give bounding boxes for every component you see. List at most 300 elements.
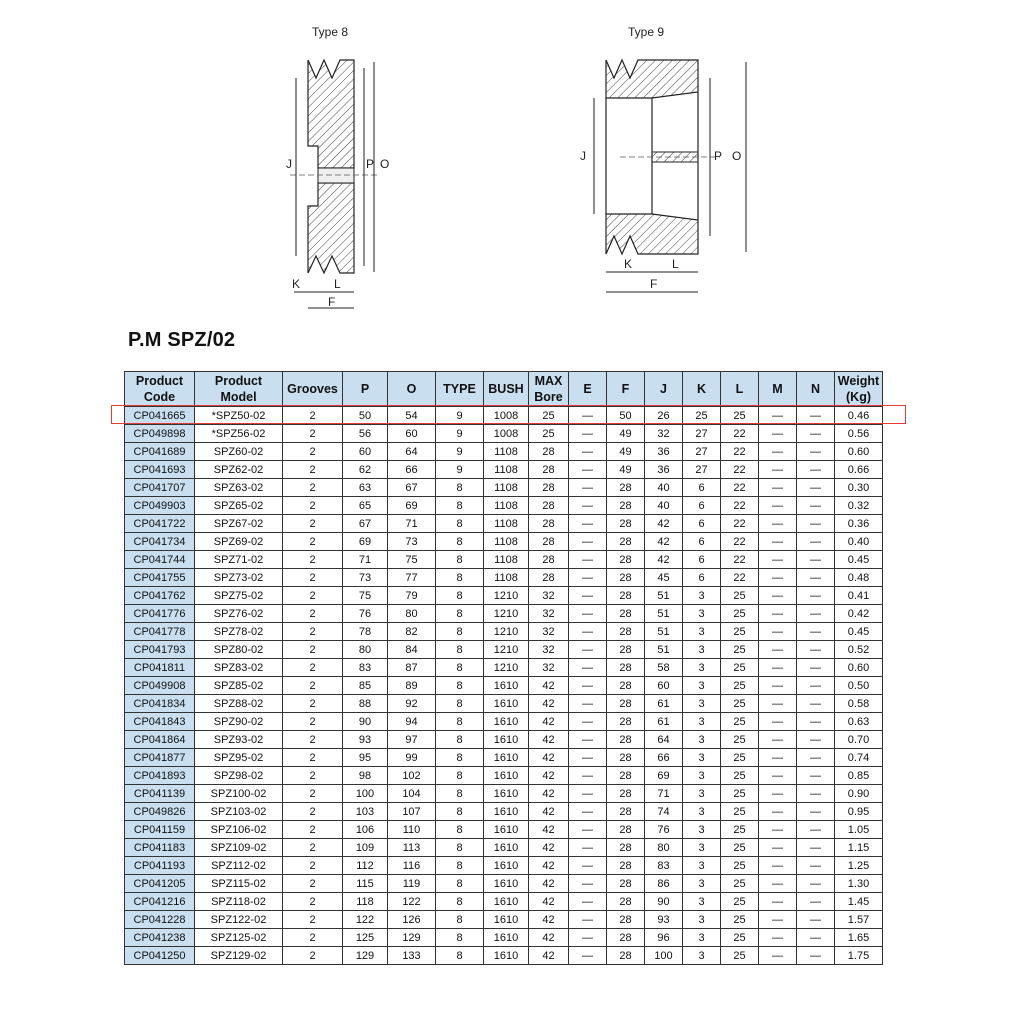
table-cell: 71 <box>645 785 683 803</box>
table-cell: 63 <box>343 479 388 497</box>
table-cell: — <box>797 911 835 929</box>
table-cell: *SPZ50-02 <box>195 407 283 425</box>
type8-k-label: K <box>292 277 301 291</box>
table-cell: 25 <box>721 731 759 749</box>
table-cell: — <box>569 785 607 803</box>
table-row <box>125 641 883 659</box>
table-cell: 8 <box>436 515 484 533</box>
table-cell: 0.40 <box>835 533 883 551</box>
table-cell: — <box>569 443 607 461</box>
table-cell: 100 <box>645 947 683 965</box>
table-cell: 69 <box>645 767 683 785</box>
table-row <box>125 731 883 749</box>
table-cell: 8 <box>436 785 484 803</box>
table-cell: 8 <box>436 605 484 623</box>
table-cell: 1610 <box>484 803 529 821</box>
table-cell: 49 <box>607 425 645 443</box>
product-code-cell: CP041793 <box>125 641 195 659</box>
table-cell: 100 <box>343 785 388 803</box>
table-cell: 2 <box>283 929 343 947</box>
table-cell: 2 <box>283 479 343 497</box>
table-cell: 51 <box>645 623 683 641</box>
table-cell: 115 <box>343 875 388 893</box>
table-cell: 3 <box>683 821 721 839</box>
table-cell: 8 <box>436 659 484 677</box>
table-cell: 32 <box>645 425 683 443</box>
table-cell: 122 <box>388 893 436 911</box>
table-cell: 1610 <box>484 785 529 803</box>
table-row <box>125 767 883 785</box>
table-cell: — <box>797 605 835 623</box>
table-cell: 28 <box>607 785 645 803</box>
table-cell: 2 <box>283 569 343 587</box>
table-cell: 1108 <box>484 569 529 587</box>
table-cell: 0.63 <box>835 713 883 731</box>
table-cell: 1.65 <box>835 929 883 947</box>
table-cell: 42 <box>529 893 569 911</box>
table-cell: 22 <box>721 461 759 479</box>
column-header: TYPE <box>436 372 484 407</box>
table-cell: 42 <box>529 767 569 785</box>
table-cell: 49 <box>607 443 645 461</box>
product-code-cell: CP041216 <box>125 893 195 911</box>
table-cell: 3 <box>683 587 721 605</box>
type8-diagram <box>270 18 420 318</box>
table-cell: — <box>797 425 835 443</box>
table-cell: 0.45 <box>835 623 883 641</box>
table-cell: — <box>797 767 835 785</box>
product-code-cell: CP041205 <box>125 875 195 893</box>
type8-drawing <box>270 18 420 318</box>
table-cell: SPZ98-02 <box>195 767 283 785</box>
table-cell: 25 <box>721 659 759 677</box>
table-cell: — <box>759 641 797 659</box>
product-code-cell: CP041843 <box>125 713 195 731</box>
table-row <box>125 911 883 929</box>
table-cell: 25 <box>721 623 759 641</box>
table-cell: SPZ109-02 <box>195 839 283 857</box>
table-cell: 80 <box>645 839 683 857</box>
table-cell: 119 <box>388 875 436 893</box>
table-cell: 28 <box>607 839 645 857</box>
table-row <box>125 821 883 839</box>
table-cell: — <box>797 569 835 587</box>
table-cell: 8 <box>436 713 484 731</box>
table-cell: — <box>797 407 835 425</box>
table-cell: 1610 <box>484 911 529 929</box>
table-cell: 133 <box>388 947 436 965</box>
table-cell: 76 <box>343 605 388 623</box>
table-cell: 0.70 <box>835 731 883 749</box>
table-cell: 1108 <box>484 515 529 533</box>
table-cell: 8 <box>436 731 484 749</box>
table-cell: 8 <box>436 803 484 821</box>
table-cell: 2 <box>283 515 343 533</box>
table-cell: 1610 <box>484 947 529 965</box>
table-cell: — <box>759 947 797 965</box>
table-cell: 8 <box>436 587 484 605</box>
table-cell: 25 <box>721 749 759 767</box>
table-row <box>125 551 883 569</box>
product-code-cell: CP041778 <box>125 623 195 641</box>
table-cell: 1.30 <box>835 875 883 893</box>
table-cell: 1610 <box>484 929 529 947</box>
table-row <box>125 785 883 803</box>
table-cell: 25 <box>721 641 759 659</box>
table-cell: SPZ90-02 <box>195 713 283 731</box>
table-cell: 62 <box>343 461 388 479</box>
page-title: P.M SPZ/02 <box>128 329 236 351</box>
table-cell: 1108 <box>484 479 529 497</box>
table-cell: 45 <box>645 569 683 587</box>
product-code-cell: CP049908 <box>125 677 195 695</box>
table-cell: — <box>759 551 797 569</box>
table-cell: — <box>759 749 797 767</box>
column-header: O <box>388 372 436 407</box>
column-header: F <box>607 372 645 407</box>
column-header: E <box>569 372 607 407</box>
table-cell: 3 <box>683 785 721 803</box>
table-cell: 2 <box>283 623 343 641</box>
column-header: BUSH <box>484 372 529 407</box>
table-cell: 75 <box>388 551 436 569</box>
table-cell: 49 <box>607 461 645 479</box>
table-cell: — <box>759 569 797 587</box>
table-cell: 42 <box>529 785 569 803</box>
table-cell: 25 <box>721 587 759 605</box>
table-cell: 96 <box>645 929 683 947</box>
table-cell: 129 <box>388 929 436 947</box>
table-cell: 27 <box>683 425 721 443</box>
type8-j-label: J <box>286 157 292 171</box>
table-cell: SPZ60-02 <box>195 443 283 461</box>
table-cell: 61 <box>645 695 683 713</box>
table-cell: 1008 <box>484 425 529 443</box>
table-cell: 28 <box>529 443 569 461</box>
table-cell: 28 <box>607 911 645 929</box>
table-cell: 6 <box>683 569 721 587</box>
table-cell: — <box>569 947 607 965</box>
table-cell: 1210 <box>484 659 529 677</box>
product-code-cell: CP041159 <box>125 821 195 839</box>
product-code-cell: CP041893 <box>125 767 195 785</box>
table-cell: 8 <box>436 749 484 767</box>
table-cell: 42 <box>529 713 569 731</box>
table-row <box>125 587 883 605</box>
table-cell: 3 <box>683 893 721 911</box>
table-cell: 2 <box>283 893 343 911</box>
table-cell: — <box>759 407 797 425</box>
column-header: MAX Bore <box>529 372 569 407</box>
table-cell: SPZ85-02 <box>195 677 283 695</box>
table-cell: — <box>797 785 835 803</box>
table-cell: 1610 <box>484 749 529 767</box>
table-cell: 1108 <box>484 551 529 569</box>
table-cell: — <box>759 587 797 605</box>
table-cell: 66 <box>388 461 436 479</box>
table-cell: 28 <box>607 695 645 713</box>
product-code-cell: CP041689 <box>125 443 195 461</box>
column-header: Product Code <box>125 372 195 407</box>
table-cell: — <box>759 659 797 677</box>
type9-p-label: P <box>714 149 723 163</box>
table-header-row <box>125 372 883 407</box>
table-cell: — <box>569 587 607 605</box>
table-cell: 25 <box>721 407 759 425</box>
table-cell: 2 <box>283 947 343 965</box>
table-cell: — <box>569 623 607 641</box>
table-cell: 51 <box>645 587 683 605</box>
table-cell: 2 <box>283 875 343 893</box>
table-cell: 32 <box>529 587 569 605</box>
table-cell: 2 <box>283 821 343 839</box>
table-row <box>125 659 883 677</box>
table-cell: SPZ88-02 <box>195 695 283 713</box>
table-cell: 90 <box>645 893 683 911</box>
table-cell: 25 <box>529 407 569 425</box>
table-cell: 1610 <box>484 893 529 911</box>
product-code-cell: CP041665 <box>125 407 195 425</box>
column-header: Weight (Kg) <box>835 372 883 407</box>
table-cell: 8 <box>436 533 484 551</box>
table-cell: 50 <box>607 407 645 425</box>
table-cell: 1.25 <box>835 857 883 875</box>
table-cell: — <box>759 623 797 641</box>
table-cell: 0.45 <box>835 551 883 569</box>
table-cell: 3 <box>683 731 721 749</box>
table-cell: 1210 <box>484 623 529 641</box>
table-cell: 28 <box>607 821 645 839</box>
table-cell: 71 <box>388 515 436 533</box>
table-row <box>125 929 883 947</box>
column-header: M <box>759 372 797 407</box>
table-cell: 67 <box>388 479 436 497</box>
table-cell: 1610 <box>484 677 529 695</box>
table-cell: — <box>569 551 607 569</box>
table-cell: 8 <box>436 695 484 713</box>
table-row <box>125 479 883 497</box>
table-cell: — <box>759 677 797 695</box>
table-cell: 1.05 <box>835 821 883 839</box>
table-cell: SPZ93-02 <box>195 731 283 749</box>
table-cell: 28 <box>607 875 645 893</box>
table-cell: 25 <box>721 821 759 839</box>
table-cell: 82 <box>388 623 436 641</box>
table-cell: 0.36 <box>835 515 883 533</box>
table-cell: 0.66 <box>835 461 883 479</box>
table-cell: — <box>797 857 835 875</box>
table-cell: 1610 <box>484 857 529 875</box>
table-cell: 1108 <box>484 497 529 515</box>
table-row <box>125 839 883 857</box>
product-code-cell: CP041877 <box>125 749 195 767</box>
table-cell: — <box>759 929 797 947</box>
table-cell: 42 <box>529 929 569 947</box>
table-cell: — <box>797 839 835 857</box>
table-cell: 28 <box>607 551 645 569</box>
table-row <box>125 605 883 623</box>
table-cell: — <box>569 515 607 533</box>
table-cell: 3 <box>683 929 721 947</box>
table-cell: 1008 <box>484 407 529 425</box>
table-cell: 2 <box>283 695 343 713</box>
table-cell: 2 <box>283 533 343 551</box>
table-cell: 71 <box>343 551 388 569</box>
table-cell: 2 <box>283 443 343 461</box>
table-cell: — <box>569 641 607 659</box>
table-cell: 93 <box>343 731 388 749</box>
table-cell: 58 <box>645 659 683 677</box>
table-row <box>125 713 883 731</box>
table-cell: 25 <box>721 893 759 911</box>
table-cell: 80 <box>388 605 436 623</box>
table-row <box>125 407 883 425</box>
table-cell: — <box>569 875 607 893</box>
table-cell: 110 <box>388 821 436 839</box>
table-cell: 28 <box>607 623 645 641</box>
table-cell: 3 <box>683 767 721 785</box>
table-cell: 78 <box>343 623 388 641</box>
table-cell: 56 <box>343 425 388 443</box>
table-cell: 0.48 <box>835 569 883 587</box>
table-cell: 36 <box>645 443 683 461</box>
table-cell: 2 <box>283 749 343 767</box>
table-cell: — <box>797 677 835 695</box>
table-cell: 75 <box>343 587 388 605</box>
table-cell: 50 <box>343 407 388 425</box>
table-cell: 1.15 <box>835 839 883 857</box>
table-row <box>125 677 883 695</box>
table-cell: 3 <box>683 677 721 695</box>
table-row <box>125 947 883 965</box>
table-cell: — <box>797 479 835 497</box>
table-cell: — <box>569 893 607 911</box>
table-cell: — <box>569 857 607 875</box>
table-cell: — <box>569 749 607 767</box>
product-code-cell: CP041707 <box>125 479 195 497</box>
column-header: K <box>683 372 721 407</box>
table-cell: — <box>759 533 797 551</box>
table-cell: SPZ95-02 <box>195 749 283 767</box>
table-cell: 27 <box>683 461 721 479</box>
table-cell: 8 <box>436 821 484 839</box>
table-cell: 92 <box>388 695 436 713</box>
table-cell: 1610 <box>484 839 529 857</box>
table-cell: 28 <box>529 533 569 551</box>
table-cell: 28 <box>529 569 569 587</box>
table-cell: — <box>569 839 607 857</box>
table-cell: 28 <box>607 533 645 551</box>
type8-p-label: P <box>366 157 375 171</box>
table-cell: 28 <box>607 749 645 767</box>
table-cell: 1108 <box>484 443 529 461</box>
table-cell: 28 <box>607 803 645 821</box>
table-cell: 0.56 <box>835 425 883 443</box>
table-cell: 69 <box>388 497 436 515</box>
table-cell: — <box>797 587 835 605</box>
table-cell: 2 <box>283 461 343 479</box>
table-cell: 25 <box>721 803 759 821</box>
table-cell: 6 <box>683 533 721 551</box>
table-cell: 22 <box>721 551 759 569</box>
table-cell: 89 <box>388 677 436 695</box>
table-cell: 8 <box>436 947 484 965</box>
table-cell: SPZ83-02 <box>195 659 283 677</box>
table-cell: 1610 <box>484 875 529 893</box>
table-cell: — <box>569 605 607 623</box>
table-cell: 0.42 <box>835 605 883 623</box>
table-cell: SPZ76-02 <box>195 605 283 623</box>
table-cell: 0.74 <box>835 749 883 767</box>
table-cell: 118 <box>343 893 388 911</box>
table-cell: 86 <box>645 875 683 893</box>
table-row <box>125 497 883 515</box>
table-row <box>125 461 883 479</box>
table-cell: 8 <box>436 857 484 875</box>
table-cell: 25 <box>721 839 759 857</box>
table-cell: — <box>797 497 835 515</box>
table-cell: 6 <box>683 515 721 533</box>
table-cell: 22 <box>721 479 759 497</box>
table-cell: 40 <box>645 479 683 497</box>
table-cell: 26 <box>645 407 683 425</box>
table-cell: SPZ106-02 <box>195 821 283 839</box>
table-cell: SPZ112-02 <box>195 857 283 875</box>
table-cell: 1210 <box>484 641 529 659</box>
table-cell: 51 <box>645 641 683 659</box>
table-cell: — <box>797 443 835 461</box>
table-cell: SPZ75-02 <box>195 587 283 605</box>
table-cell: 25 <box>721 875 759 893</box>
table-cell: 93 <box>645 911 683 929</box>
table-cell: 1.75 <box>835 947 883 965</box>
table-cell: 129 <box>343 947 388 965</box>
product-code-cell: CP041193 <box>125 857 195 875</box>
table-cell: 2 <box>283 713 343 731</box>
table-cell: 36 <box>645 461 683 479</box>
type9-o-label: O <box>732 149 742 163</box>
table-cell: — <box>759 875 797 893</box>
table-cell: 3 <box>683 713 721 731</box>
table-cell: 28 <box>607 731 645 749</box>
table-cell: 42 <box>529 875 569 893</box>
table-cell: — <box>569 911 607 929</box>
table-cell: — <box>797 947 835 965</box>
table-cell: 74 <box>645 803 683 821</box>
table-cell: 8 <box>436 479 484 497</box>
table-cell: 99 <box>388 749 436 767</box>
table-cell: 27 <box>683 443 721 461</box>
table-cell: 22 <box>721 515 759 533</box>
type9-f-label: F <box>650 277 658 291</box>
table-cell: 8 <box>436 839 484 857</box>
table-cell: SPZ129-02 <box>195 947 283 965</box>
type9-drawing <box>570 18 770 308</box>
table-cell: — <box>759 893 797 911</box>
table-cell: 83 <box>645 857 683 875</box>
table-cell: — <box>797 929 835 947</box>
table-cell: 6 <box>683 479 721 497</box>
table-row <box>125 443 883 461</box>
table-cell: 85 <box>343 677 388 695</box>
table-cell: SPZ67-02 <box>195 515 283 533</box>
table-cell: 25 <box>721 785 759 803</box>
table-cell: 0.46 <box>835 407 883 425</box>
table-cell: — <box>569 407 607 425</box>
table-cell: 9 <box>436 407 484 425</box>
table-cell: 3 <box>683 695 721 713</box>
table-cell: 42 <box>645 533 683 551</box>
